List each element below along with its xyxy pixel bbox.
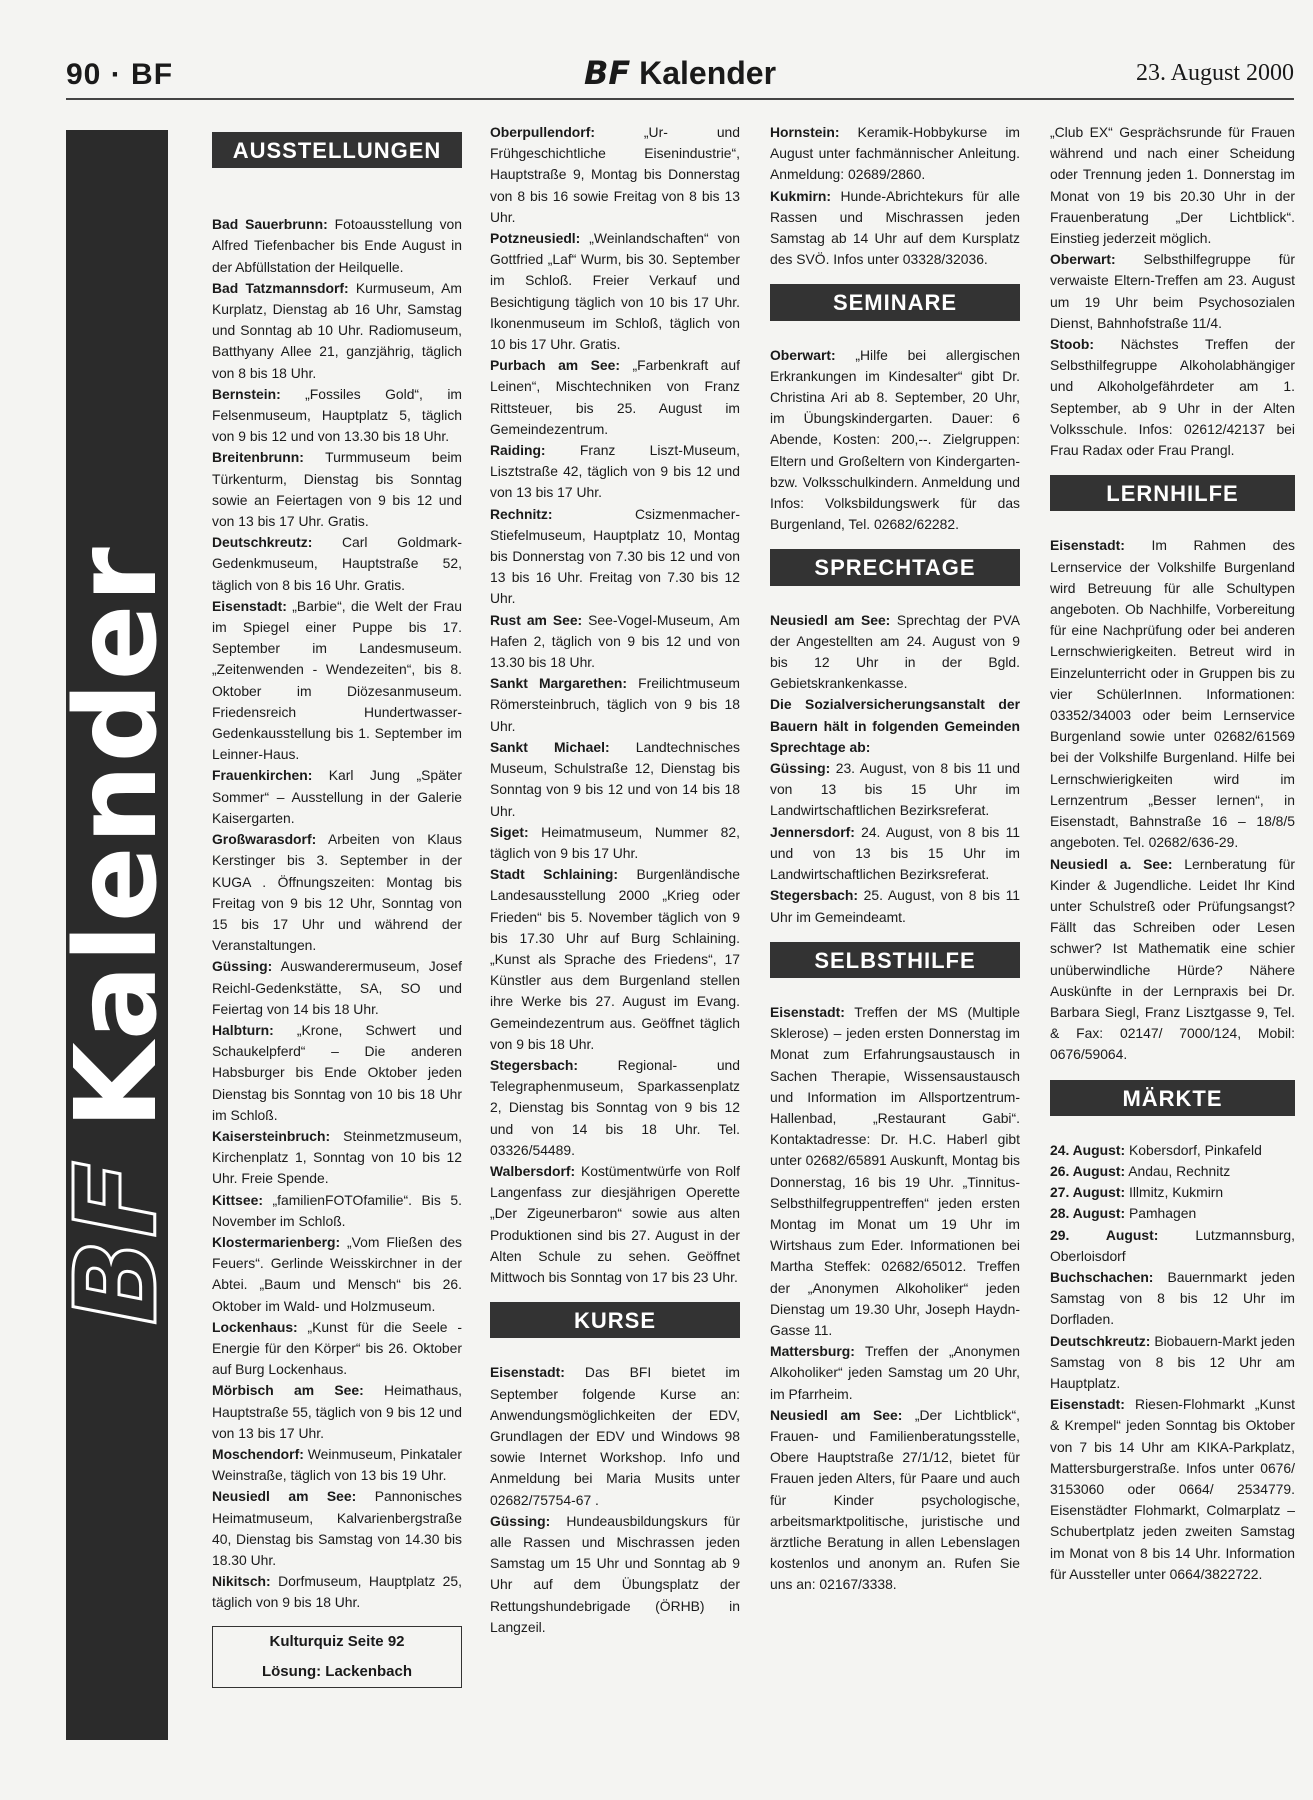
listing-entry — [770, 822, 1020, 886]
listing-place: Halbturn: — [212, 1021, 274, 1038]
section-heading-seminare: SEMINARE — [770, 284, 1020, 320]
entry-list — [1050, 535, 1295, 1065]
listing-place: Bad Tatzmannsdorf: — [212, 279, 349, 296]
listing-place: Neusiedl a. See: — [1050, 855, 1173, 872]
listing-entry — [490, 440, 740, 504]
section-heading-lernhilfe: LERNHILFE — [1050, 475, 1295, 511]
page-header — [66, 52, 1294, 100]
listing-place: Walbersdorf: — [490, 1162, 576, 1179]
listing-entry — [490, 864, 740, 1055]
listing-entry — [490, 1362, 740, 1510]
listing-entry — [212, 829, 462, 956]
quiz-title: Kulturquiz Seite 92 — [269, 1632, 405, 1650]
listing-entry — [770, 186, 1020, 271]
listing-entry — [1050, 249, 1295, 334]
page-number: 90 · BF — [66, 58, 174, 91]
listing-entry — [1050, 1182, 1295, 1203]
listing-entry — [212, 1571, 462, 1613]
listing-entry — [490, 1511, 740, 1638]
listing-text: Treffen der MS (Multiple Sklerose) – jeden ersten Donnerstag im Monat zum Erfahrungsaustausch in Sachen Therapie, Wissensaustausch und Information im Allsportzentrum- Hallenbad, „Restaurant Gabi“. Kontaktadresse: Dr. H.C. Haberl gibt unter 02682/65891 Auskunft, Montag bis Donnerstag, 16 bis 19 Uhr. „Tinnitus-Selbsthilfegruppentreffen“ jeden ersten Montag im Monat um 19 Uhr im Wirtshaus zum Eder. Informationen bei Martha Steffek: 02682/65012. Treffen der „Anonymen Alkoholiker“ jeden Dienstag um 19.30 Uhr, Joseph Haydn-Gasse 11. — [770, 1003, 1020, 1338]
listing-text: Kurmuseum, Am Kurplatz, Dienstag ab 16 Uhr, Samstag und Sonntag ab 10 Uhr. Radiomuseum, Batthyany Allee 21, ganzjährig, täglich von 8 bis 18 Uhr. — [212, 279, 462, 381]
listing-text: Freilichtmuseum Römersteinbruch, täglich von 9 bis 18 Uhr. — [490, 675, 740, 734]
listing-text: Treffen der „Anonymen Alkoholiker“ jeden Samstag um 20 Uhr, im Pfarrheim. — [770, 1343, 1020, 1402]
listing-text: „Farbenkraft auf Leinen“, Mischtechniken von Franz Rittsteuer, bis 25. August im Gemeindezentrum. — [490, 357, 740, 437]
listing-text: Lutzmannsburg, Oberloisdorf — [1050, 1226, 1295, 1264]
listing-place: Moschendorf: — [212, 1445, 304, 1462]
listing-place: Güssing: — [770, 760, 831, 777]
listing-text: Fotoausstellung von Alfred Tiefenbacher bis Ende August in der Abfüllstation der Heilquelle. — [212, 216, 463, 275]
listing-entry — [490, 737, 740, 822]
listing-text: Pannonisches Heimatmuseum, Kalvarienbergstraße 40, Dienstag bis Samstag von 14.30 bis 18.30 Uhr. — [212, 1488, 462, 1568]
column-ausstellungen — [212, 122, 462, 1688]
listing-entry — [770, 1405, 1020, 1596]
listing-place: Kittsee: — [212, 1191, 263, 1208]
listing-place: 29. August: — [1050, 1226, 1159, 1243]
listing-entry — [212, 278, 462, 384]
listing-place: Eisenstadt: — [770, 1003, 845, 1020]
listing-entry — [212, 1126, 462, 1190]
listing-text: „Ur- und Frühgeschichtliche Eisenindustrie“, Hauptstraße 9, Montag bis Donnerstag von 8 bis 16 sowie Freitag von 8 bis 13 Uhr. — [490, 124, 740, 225]
listing-text: Franz Liszt-Museum, Lisztstraße 42, täglich von 9 bis 12 und von 13 bis 17 Uhr. — [490, 442, 740, 501]
listing-text: 25. August, von 8 bis 11 Uhr im Gemeindeamt. — [770, 887, 1020, 925]
listing-text: Pamhagen — [1125, 1205, 1197, 1222]
listing-text: Selbsthilfegruppe für verwaiste Eltern-Treffen am 23. August um 19 Uhr beim Psychosozialen Dienst, Bahnhofstraße 11/4. — [1050, 251, 1295, 331]
listing-place: Rust am See: — [490, 611, 583, 628]
listing-entry — [490, 822, 740, 864]
listing-entry — [770, 1341, 1020, 1405]
listing-entry — [490, 122, 740, 228]
listing-place: 24. August: — [1050, 1141, 1126, 1158]
listing-place: Deutschkreutz: — [1050, 1332, 1151, 1349]
listing-place: Breitenbrunn: — [212, 449, 304, 466]
listing-text: „Vom Fließen des Feuers“. Gerlinde Weisskirchner in der Abtei. „Baum und Mensch“ bis 26. Oktober im Wald- und Holzmuseum. — [212, 1233, 462, 1314]
listing-text: Kostümentwürfe von Rolf Langenfass zur diesjährigen Operette „Der Zigeunerbaron“ sowie aus alten Produktionen sind bis 27. August in der Alten Schule zu sehen. Geöffnet Mittwoch bis Sonntag von 17 bis 23 Uhr. — [490, 1162, 740, 1285]
listing-entry — [1050, 1331, 1295, 1395]
listing-text: Hundeausbildungskurs für alle Rassen und Mischrassen jeden Samstag um 15 Uhr und Sonntag ab 9 Uhr auf dem Übungsplatz der Rettungshundebrigade (ÖRHB) in Langzeil. — [490, 1512, 740, 1635]
listing-entry — [212, 1232, 462, 1317]
listing-place: Potzneusiedl: — [490, 230, 581, 247]
listing-place: Purbach am See: — [490, 357, 621, 374]
listing-place: Frauenkirchen: — [212, 767, 313, 784]
listing-text: Riesen-Flohmarkt „Kunst & Krempel“ jeden Sonntag bis Oktober von 7 bis 14 Uhr am KIKA-Parkplatz, Mattersburgerstraße. Infos unter 0676/ 3153060 oder 0664/ 2534779. Eisenstädter Flohmarkt, Colmarplatz – Schubertplatz jeden zweiten Samstag im Monat von 8 bis 14 Uhr. Information für Aussteller unter 0664/3822722. — [1050, 1396, 1295, 1582]
listing-text: Hunde-Abrichtekurs für alle Rassen und Mischrassen jeden Samstag ab 14 Uhr auf dem Kursplatz des SVÖ. Infos unter 03328/32036. — [770, 187, 1020, 268]
listing-place: Großwarasdorf: — [212, 831, 317, 848]
listing-entry — [212, 1486, 462, 1571]
column-2 — [490, 122, 740, 1638]
sidebar-brand: BF — [52, 1158, 182, 1325]
listing-place: Bad Sauerbrunn: — [212, 216, 328, 233]
listing-place: Stegersbach: — [770, 887, 859, 904]
listing-place: Stoob: — [1050, 336, 1094, 353]
listing-entry — [212, 1317, 462, 1381]
listing-entry — [1050, 1140, 1295, 1161]
listing-entry — [212, 447, 462, 532]
listing-text: „Club EX“ Gesprächsrunde für Frauen während und nach einer Scheidung oder Trennung jeden 1. Donnerstag im Monat von 19 bis 20.30 Uhr in der Frauenberatung „Der Lichtblick“. Einstieg jederzeit möglich. — [1050, 124, 1295, 247]
listing-place: Stadt Schlaining: — [490, 866, 619, 883]
listing-entry — [1050, 535, 1295, 853]
listing-text: „Weinlandschaften“ von Gottfried „Laf“ Wurm, bis 30. September im Schloß. Freier Verkauf und Besichtigung täglich von 10 bis 17 Uhr. Ikonenmuseum im Schloß, täglich von 10 bis 17 Uhr. Gratis. — [490, 230, 740, 353]
listing-entry — [770, 345, 1020, 536]
listing-place: Neusiedl am See: — [770, 1406, 903, 1423]
listing-entry — [1050, 334, 1295, 461]
listing-entry — [212, 1380, 462, 1444]
listing-place: Neusiedl am See: — [770, 611, 891, 628]
listing-text: „Hilfe bei allergischen Erkrankungen im Kindesalter“ gibt Dr. Christina Ari ab 8. September, 20 Uhr, im Übungskindergarten. Dauer: 6 Abende, Kosten: 200,--. Zielgruppen: Eltern und Großeltern von Kindergarten- bzw. Volksschulkindern. Anmeldung und Infos: Volksbildungswerk für das Burgenland, Tel. 02682/62282. — [770, 346, 1020, 533]
entry-list — [770, 345, 1020, 536]
listing-entry — [1050, 1203, 1295, 1224]
listing-place: Lockenhaus: — [212, 1318, 298, 1335]
listing-text: Sprechtag der PVA der Angestellten am 24. August von 9 bis 12 Uhr in der Bgld. Gebietskrankenkasse. — [770, 611, 1020, 692]
listing-text: See-Vogel-Museum, Am Hafen 2, täglich von 9 bis 12 und von 13.30 bis 18 Uhr. — [490, 611, 740, 671]
listing-text: Kobersdorf, Pinkafeld — [1125, 1141, 1262, 1158]
listing-place: Klostermarienberg: — [212, 1233, 341, 1250]
listing-place: Mattersburg: — [770, 1343, 855, 1360]
section-heading-kurse: KURSE — [490, 1302, 740, 1338]
listing-text: 24. August, von 8 bis 11 und von 13 bis 15 Uhr im Landwirtschaftlichen Bezirksreferat. — [770, 823, 1020, 883]
listing-place: Eisenstadt: — [1050, 1396, 1125, 1413]
listing-place: Deutschkreutz: — [212, 534, 313, 551]
listing-text: Csizmenmacher-Stiefelmuseum, Hauptplatz 10, Montag bis Donnerstag von 7.30 bis 12 und von 13 bis 16 Uhr. Freitag von 7.30 bis 12 Uhr. — [490, 505, 740, 607]
listing-text: „familienFOTOfamilie“. Bis 5. November im Schloß. — [212, 1191, 462, 1229]
listing-text: Heimathaus, Hauptstraße 55, täglich von 9 bis 12 und von 13 bis 17 Uhr. — [212, 1382, 462, 1441]
listing-text: „Fossiles Gold“, im Felsenmuseum, Hauptplatz 5, täglich von 9 bis 12 und von 13.30 bis 18 Uhr. — [212, 385, 462, 445]
listing-place: Neusiedl am See: — [212, 1488, 357, 1505]
listing-entry — [212, 1190, 462, 1232]
listing-place: Jennersdorf: — [770, 823, 855, 840]
section-heading-sprechtage: SPRECHTAGE — [770, 549, 1020, 585]
listing-place: 27. August: — [1050, 1184, 1126, 1201]
listing-text: Das BFI bietet im September folgende Kurse an: Anwendungsmöglichkeiten der EDV, Grundlagen der EDV und Windows 98 sowie Internet Workshop. Info und Anmeldung bei Maria Musits unter 02682/75754-67 . — [490, 1364, 740, 1508]
entry-list — [490, 122, 740, 1288]
listing-entry — [1050, 1225, 1295, 1267]
entry-list — [1050, 122, 1295, 461]
listing-place: Bernstein: — [212, 385, 281, 402]
listing-place: Die Sozialversicherungsanstalt der Bauern hält in folgenden Gemeinden Sprechtage ab: — [770, 696, 1020, 755]
listing-place: Sankt Michael: — [490, 738, 610, 755]
section-heading-ausstellungen: AUSSTELLUNGEN — [212, 132, 462, 168]
column-4 — [1050, 122, 1295, 1585]
listing-entry — [212, 1444, 462, 1486]
listing-entry — [490, 1055, 740, 1161]
listing-entry — [770, 610, 1020, 695]
brand-logo: BF — [583, 54, 631, 92]
listing-place: Kukmirn: — [770, 187, 831, 204]
listing-place: Eisenstadt: — [490, 1364, 565, 1381]
listing-text: Andau, Rechnitz — [1125, 1162, 1231, 1179]
listing-entry — [1050, 122, 1295, 249]
listing-entry — [490, 673, 740, 737]
listing-text: Steinmetzmuseum, Kirchenplatz 1, Sonntag von 10 bis 12 Uhr. Freie Spende. — [212, 1127, 462, 1187]
listing-place: Oberwart: — [1050, 251, 1116, 268]
listing-place: Eisenstadt: — [1050, 537, 1125, 554]
listing-entry — [212, 765, 462, 829]
listing-text: Dorfmuseum, Hauptplatz 25, täglich von 9 bis 18 Uhr. — [212, 1573, 462, 1611]
listing-place: 26. August: — [1050, 1162, 1126, 1179]
listing-place: Hornstein: — [770, 124, 840, 140]
listing-entry — [490, 504, 740, 610]
listing-text: Burgenländische Landesausstellung 2000 „Krieg oder Frieden“ bis 5. November täglich von 9 bis 17.30 Uhr auf Burg Schlaining. „Kunst als Sprache des Friedens“, 17 Künstler aus dem Burgenland stellen ihre Werke bis 27. August im Evang. Gemeindezentrum aus. Geöffnet täglich von 9 bis 18 Uhr. — [490, 866, 740, 1052]
entry-list — [770, 1002, 1020, 1596]
listing-text: Im Rahmen des Lernservice der Volkshilfe Burgenland wird Betreuung für alle Schultypen angeboten. Ob Nachhilfe, Vorbereitung für eine Nachprüfung oder bei anderen Lernschwierigkeiten. Betreut wird in Einzelunterricht oder in Gruppen bis zu vier SchülerInnen. Informationen: 03352/34003 oder beim Lernservice Burgenland sowie unter 02682/61569 bei der Volkshilfe Burgenland. Hilfe bei Lernschwierigkeiten wird im Lernzentrum „Besser lernen“, in Eisenstadt, Bahnstraße 16 – 18/8/5 angeboten. Tel. 02682/636-29. — [1050, 537, 1295, 851]
listing-text: Landtechnisches Museum, Schulstraße 12, Dienstag bis Sonntag von 9 bis 12 und von 14 bis 18 Uhr. — [490, 738, 740, 819]
listing-entry — [212, 532, 462, 596]
listing-place: Güssing: — [212, 958, 273, 975]
listing-place: Kaisersteinbruch: — [212, 1127, 331, 1144]
listing-entry — [212, 384, 462, 448]
sidebar-word: Kalender — [52, 545, 182, 1129]
listing-text: Auswanderermuseum, Josef Reichl-Gedenkstätte, SA, SO und Feiertag von 14 bis 18 Uhr. — [212, 958, 462, 1017]
listing-entry — [1050, 1161, 1295, 1182]
listing-entry — [770, 694, 1020, 758]
listing-place: Oberpullendorf: — [490, 124, 595, 140]
listing-place: Rechnitz: — [490, 505, 553, 522]
listing-text: Lernberatung für Kinder & Jugendliche. Leidet Ihr Kind unter Schulstreß oder Prüfungsangst? Fällt das Schreiben oder Lesen schwer? Ist Mathematik eine schier unüberwindliche Hürde? Nähere Auskünfte in der Lernpraxis bei Dr. Barbara Siegl, Franz Lisztgasse 9, Tel. & Fax: 02147/ 7000/124, Mobil: 0676/59064. — [1050, 855, 1295, 1063]
listing-entry — [770, 758, 1020, 822]
entry-list — [490, 1362, 740, 1638]
listing-entry — [490, 610, 740, 674]
listing-text: Karl Jung „Später Sommer“ – Ausstellung in der Galerie Kaisergarten. — [212, 767, 462, 826]
sidebar-banner — [52, 130, 182, 1740]
listing-entry — [1050, 1394, 1295, 1585]
listing-entry — [490, 355, 740, 440]
listing-entry — [212, 956, 462, 1020]
issue-date: 23. August 2000 — [1135, 60, 1294, 86]
listing-entry — [212, 214, 462, 278]
listing-text: Arbeiten von Klaus Kerstinger bis 3. September in der KUGA . Öffnungszeiten: Montag bis Freitag von 9 bis 12 Uhr, Sonntag von 15 bis 17 Uhr und während der Veranstaltungen. — [212, 831, 462, 954]
listing-place: Mörbisch am See: — [212, 1382, 364, 1399]
listing-entry — [490, 228, 740, 355]
listing-text: „Der Lichtblick“, Frauen- und Familienberatungsstelle, Obere Hauptstraße 27/1/12, bietet für Frauen jeden Alters, für Paare und auch für Kinder psychologische, arbeitsmarktpolitische, juristische und ärztliche Beratung in allen Lebenslagen kostenlos und anonym an. Rufen Sie uns an: 02167/3338. — [770, 1406, 1020, 1593]
listing-place: Siget: — [490, 823, 529, 840]
listing-text: Heimatmuseum, Nummer 82, täglich von 9 bis 17 Uhr. — [490, 823, 740, 861]
listing-text: „Kunst für die Seele - Energie für den Körper“ bis 26. Oktober auf Burg Lockenhaus. — [212, 1318, 462, 1378]
listing-entry — [1050, 854, 1295, 1066]
page-title — [66, 54, 1294, 92]
entry-list — [770, 122, 1020, 270]
column-3 — [770, 122, 1020, 1596]
listing-entry — [490, 1161, 740, 1288]
listing-text: Regional- und Telegraphenmuseum, Sparkassenplatz 2, Dienstag bis Sonntag von 9 bis 12 und von 14 bis 18 Uhr. Tel. 03326/54489. — [490, 1056, 740, 1158]
listing-text: Nächstes Treffen der Selbsthilfegruppe Alkoholabhängiger und Alkoholgefährdeter am 1. September, ab 9 Uhr in der Alten Volksschule. Infos: 02612/42137 bei Frau Radax oder Frau Prangl. — [1050, 336, 1295, 459]
section-title: Kalender — [639, 55, 777, 91]
section-heading-selbsthilfe: SELBSTHILFE — [770, 942, 1020, 978]
listing-entry — [770, 122, 1020, 186]
listing-text: Illmitz, Kukmirn — [1125, 1184, 1224, 1201]
listing-place: Buchschachen: — [1050, 1268, 1154, 1285]
quiz-solution: Lösung: Lackenbach — [261, 1662, 413, 1680]
listing-place: Nikitsch: — [212, 1573, 271, 1590]
entry-list — [212, 214, 462, 1613]
entry-list — [770, 610, 1020, 928]
listing-place: Raiding: — [490, 442, 546, 459]
listing-entry — [770, 885, 1020, 927]
section-heading-maerkte: MÄRKTE — [1050, 1080, 1295, 1116]
listing-text: „Krone, Schwert und Schaukelpferd“ – Die anderen Habsburger bis Ende Oktober jeden Dienstag bis Sonntag von 10 bis 18 Uhr im Schloß. — [212, 1021, 462, 1123]
listing-entry — [770, 1002, 1020, 1341]
entry-list — [1050, 1140, 1295, 1585]
listing-place: Güssing: — [490, 1512, 551, 1529]
listing-text: Biobauern-Markt jeden Samstag von 8 bis 12 Uhr am Hauptplatz. — [1050, 1332, 1295, 1391]
listing-place: Stegersbach: — [490, 1056, 579, 1073]
listing-text: Keramik-Hobbykurse im August unter fachmännischer Anleitung. Anmeldung: 02689/2860. — [770, 124, 1020, 183]
listing-text: Bauernmarkt jeden Samstag von 8 bis 12 Uhr im Dorfladen. — [1050, 1268, 1295, 1328]
listing-entry — [212, 1020, 462, 1126]
listing-text: Carl Goldmark-Gedenkmuseum, Hauptstraße 52, täglich von 8 bis 16 Uhr. Gratis. — [212, 534, 462, 593]
listing-place: Eisenstadt: — [212, 597, 287, 614]
quiz-box — [212, 1626, 462, 1688]
listing-text: „Barbie“, die Welt der Frau im Spiegel einer Puppe bis 17. September im Landesmuseum. „Zeitenwenden - Wendezeiten“, bis 8. Oktober im Diözesanmuseum. Friedensreich Hundertwasser-Gedenkausstellung bis 1. September im Leinner-Haus. — [212, 597, 462, 763]
listing-entry — [212, 596, 462, 766]
listing-text: Turmmuseum beim Türkenturm, Dienstag bis Sonntag sowie an Feiertagen von 9 bis 12 und von 13 bis 17 Uhr. Gratis. — [212, 449, 462, 530]
listing-text: Weinmuseum, Pinkataler Weinstraße, täglich von 13 bis 19 Uhr. — [212, 1445, 462, 1484]
listing-place: 28. August: — [1050, 1205, 1126, 1222]
listing-place: Sankt Margarethen: — [490, 675, 627, 692]
listing-entry — [1050, 1267, 1295, 1331]
listing-text: 23. August, von 8 bis 11 und von 13 bis 15 Uhr im Landwirtschaftlichen Bezirksreferat. — [770, 760, 1020, 819]
listing-place: Oberwart: — [770, 346, 836, 363]
